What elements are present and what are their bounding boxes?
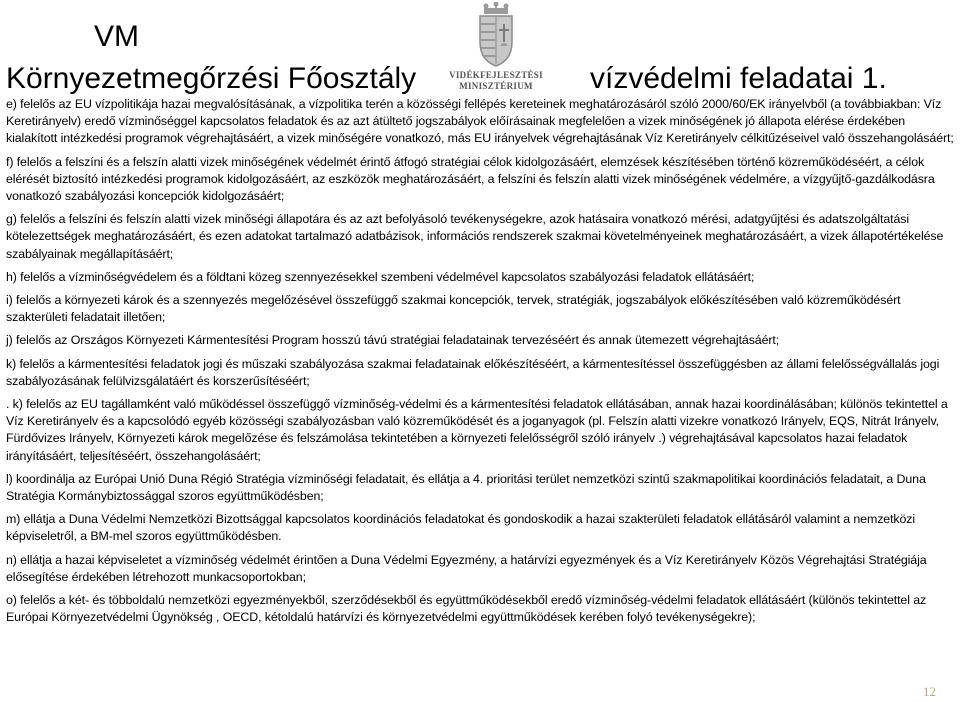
paragraph-k: k) felelős a kármentesítési feladatok jogi és műszaki szabályozása szakmai feladatainak előkészítéséért, a kármentesítéssel összefüggésben az állami felelősségvállalás jogi szabályozásának felülvizsgálatáért és korszerűsítéséért; [6,356,940,388]
paragraph-g: g) felelős a felszíni és felszín alatti vizek minőségi állapotára és az azt befolyásoló tevékenységekre, azok hatásaira vonatkozó mérési, adatgyűjtési és adatszolgáltatási kötelezettségek meghatározásáért, és ezen adatokat tartalmazó adatbázisok, információs rendszerek szakmai követelményeinek meghatározásáért, a vizek állapotértékelése szabályainak megállapításáért; [6,212,944,261]
ministry-logo [434,2,558,94]
paragraph-f: f) felelős a felszíni és a felszín alatti vizek minőségének védelmét érintő átfogó stratégiai célok kidolgozásáért, elemzések készítésében történő közreműködéséért, a célok elérését biztosító intézkedési programok kidolgozásáért, az eszközök meghatározásáért, a felszíni és felszín alatti vizek minőségének védelmére, a vízgyűjtő-gazdálkodásra vonatkozó szabályozási koncepciók kidolgozásáért; [6,154,935,204]
page-number: 12 [923,684,936,699]
logo-text-line1: VIDÉKFEJLESZTÉSI [449,70,543,80]
paragraph-e: e) felelős az EU vízpolitikája hazai megvalósításának, a vízpolitika terén a közösségi fellépés kereteinek meghatározásáról szóló 2000/60/EK irányelvből (a továbbiakban: Víz Keretirányelv) eredő vízminőséggel kapcsolatos feladatok és az azt átültető jogszabályok előírásainak megfelelően a vizek minőségének jó állapota elérése érdekében kialakított intézkedési programok végrehajtásáért, a vizek minőségére vonatkozó, más EU irányelvek végrehajtásának Víz Keretirányelv célkitűzéseivel való összehangolásáért; [6,97,954,146]
paragraph-o: o) felelős a két- és többoldalú nemzetközi egyezményekből, szerződésekből és együttműködésekből eredő vízminőség-védelmi feladatok ellátásáért (különös tekintettel az Európai Környezetvédelmi Ügynökség , OECD, kétoldalú határvízi és környezetvédelmi együttműködések kerében folyó tevékenységekre); [6,593,927,625]
page-title: Környezetmegőrzési Főosztály [6,62,417,95]
paragraph-k2: . k) felelős az EU tagállamként való működéssel összefüggő vízminőség-védelmi és a kármentesítési feladatok ellátásában, annak hazai koordinálásában; különös tekintettel a Víz Keretirányelv és a kapcsolódó egyéb közösségi szabályozásban való közreműködését és a joganyagok (pl. Felszín alatti vizekre vonatkozó Irányelv, EQS, Nitrát Irányelv, Fürdővizes Irányelv, Környezeti károk megelőzése és felszámolása tekintetében a környezeti felelősségről szóló irányelv .) végrehajtásával kapcsolatos hazai feladatok irányításáért, teljesítéséért, összehangolásáért; [6,397,948,463]
title-vm: VM [94,20,139,53]
document-body [6,96,956,632]
paragraph-i: i) felelős a környezeti károk és a szennyezés megelőzésével összefüggő szakmai koncepciók, tervek, stratégiák, jogszabályok előkészítésében való közreműködésért szakterületi feladatait illetően; [6,293,901,325]
logo-text-line2: MINISZTÉRIUM [459,81,533,91]
paragraph-h: h) felelős a vízminőségvédelem és a földtani közeg szennyezésekkel szembeni védelmével kapcsolatos szabályozási feladatok ellátásáért; [6,269,755,284]
paragraph-l: l) koordinálja az Európai Unió Duna Régió Stratégia vízminőségi feladatait, és ellátja a 4. prioritási terület nemzetközi szintű szakmapolitikai koordinációs feladatait, a Duna Stratégia Kormánybiztossággal szoros együttműködésben; [6,471,926,504]
paragraph-m: m) ellátja a Duna Védelmi Nemzetközi Bizottsággal kapcsolatos koordinációs feladatokat és gondoskodik a hazai szakterületi feladatok ellátásáról valamint a nemzetközi képviseletről, a BM-mel szoros együttműködésben. [6,512,916,544]
paragraph-n: n) ellátja a hazai képviseletet a vízminőség védelmét érintően a Duna Védelmi Egyezmény, a határvízi egyezmények és a Víz Keretirányelv Közös Végrehajtási Stratégiája elősegítése érdekében létrehozott munkacsoportokban; [6,552,927,584]
page-subtitle: vízvédelmi feladatai 1. [590,62,887,95]
coat-of-arms-icon [434,2,558,68]
paragraph-j: j) felelős az Országos Környezeti Kármentesítési Program hosszú távú stratégiai feladatainak tervezéséért és annak ütemezett végrehajtásáért; [6,333,780,348]
